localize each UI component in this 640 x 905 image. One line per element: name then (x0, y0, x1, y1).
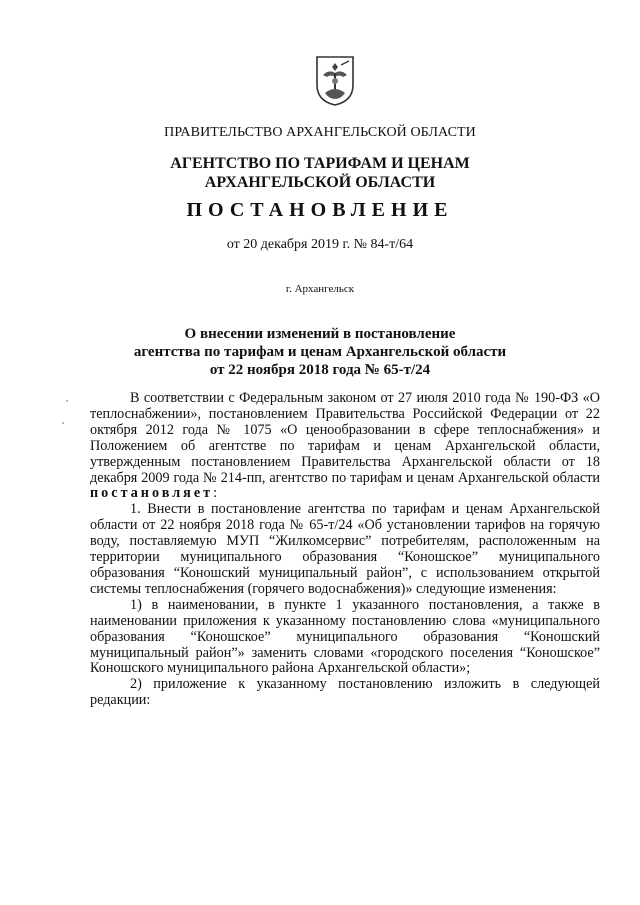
document-body (90, 391, 600, 709)
scan-speck (62, 422, 64, 424)
item-1-paragraph: 1. Внести в постановление агентства по тарифам и ценам Архангельской области от 22 ноября 2018 года № 65-т/24 «Об установлении тарифов на горячую воду, поставляемую МУП “Жилкомсервис” потребителям, расположенным на территории муниципального образования “Коношское” муниципального образования “Коношский муниципальный район”, с использованием открытой системы теплоснабжения (горячего водоснабжения)» следующие изменения: (90, 501, 600, 597)
scan-speck (66, 400, 68, 402)
preamble-text: В соответствии с Федеральным законом от 27 июля 2010 года № 190-ФЗ «О теплоснабжении», постановлением Правительства Российской Федерации от 22 октября 2012 года № 1075 «О ценообразовании в сфере теплоснабжения» и Положением об агентстве по тарифам и ценам Архангельской области, утвержденным постановлением Правительства Архангельской области от 18 декабря 2009 года № 214-пп, агентство по тарифам и ценам Архангельской области (90, 390, 600, 486)
agency-name (0, 154, 640, 192)
subject-line3: от 22 ноября 2018 года № 65-т/24 (209, 362, 431, 378)
preamble-paragraph (90, 391, 600, 502)
decides-word: постановляет (90, 485, 214, 502)
subitem-1-paragraph: 1) в наименовании, в пункте 1 указанного постановления, а также в наименовании приложения к указанному постановлению слова «муниципального образования “Коношское” муниципального образования “Коношский муниципальный район”» заменить словами «городского поселения “Коношское” Коношского муниципального района Архангельской области»; (90, 596, 600, 677)
subject-line1: О внесении изменений в постановление (184, 326, 456, 342)
agency-name-line2: АРХАНГЕЛЬСКОЙ ОБЛАСТИ (204, 174, 436, 191)
decides-colon: : (213, 485, 218, 502)
agency-name-line1: АГЕНТСТВО ПО ТАРИФАМ И ЦЕНАМ (170, 155, 470, 172)
document-type: ПОСТАНОВЛЕНИЕ (186, 199, 454, 221)
date-and-number: от 20 декабря 2019 г. № 84-т/64 (226, 237, 414, 252)
government-name: ПРАВИТЕЛЬСТВО АРХАНГЕЛЬСКОЙ ОБЛАСТИ (164, 125, 476, 140)
subject-line2: агентства по тарифам и ценам Архангельской области (133, 344, 507, 360)
coat-of-arms-icon (315, 55, 355, 107)
document-subject (0, 325, 640, 379)
city: г. Архангельск (285, 283, 355, 295)
subitem-2-paragraph: 2) приложение к указанному постановлению изложить в следующей редакции: (90, 676, 600, 709)
